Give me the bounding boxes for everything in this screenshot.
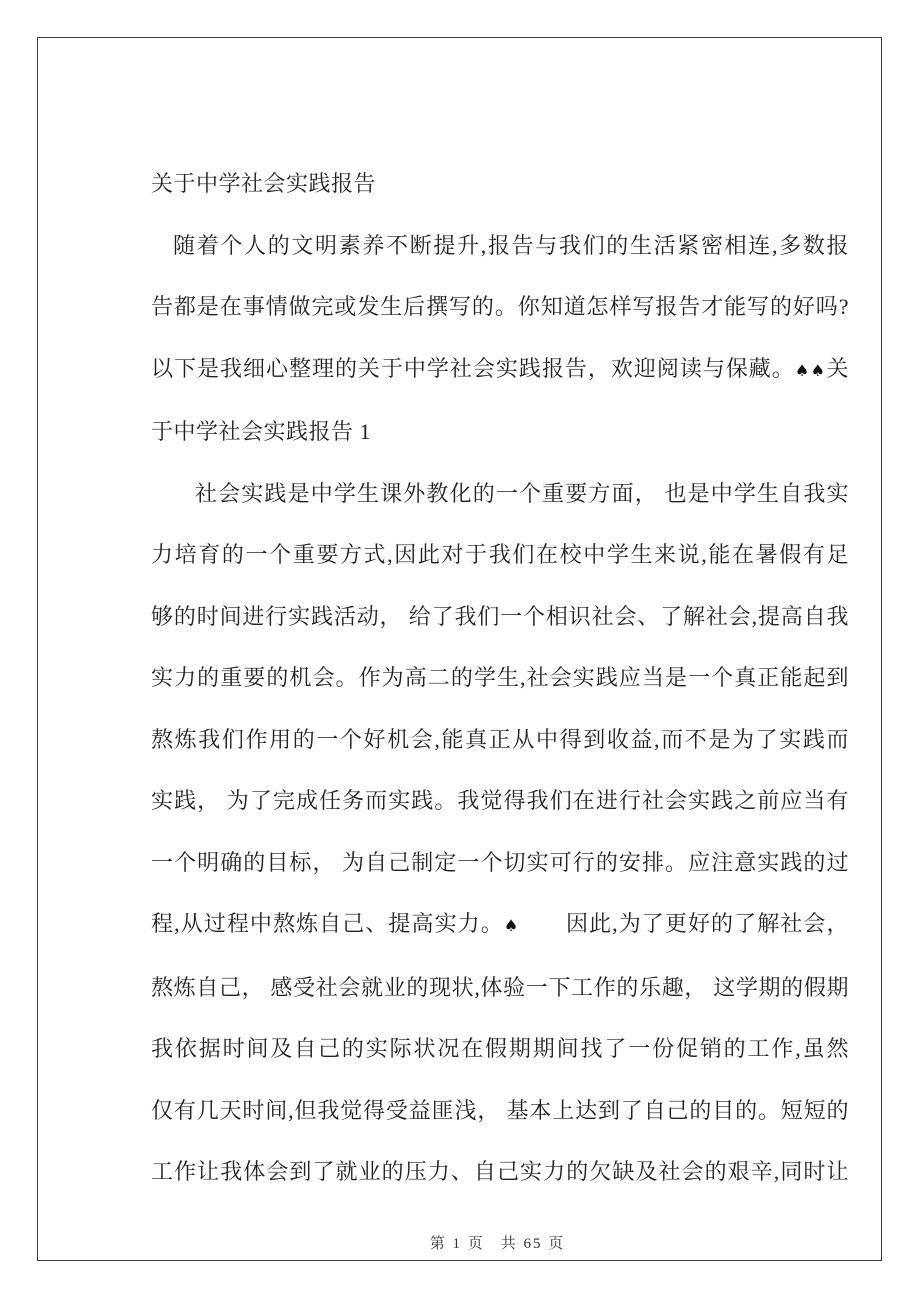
text-line: [151, 957, 849, 1019]
text-run: 关: [826, 355, 850, 381]
text-run: 随着个人的文明素养不断提升,报告与我们的生活紧密相连,多数报: [173, 232, 849, 258]
text-run: 力培育的一个重要方式,因此对于我们在校中学生来说,能在暑假有足: [151, 542, 849, 567]
text-line: [151, 586, 849, 648]
text-run: 因此,为了更好的了解社会，: [519, 911, 849, 936]
text-line: [151, 647, 849, 709]
text-line: [151, 524, 849, 586]
text-line: [151, 276, 849, 338]
text-line: [151, 215, 849, 277]
text-run: 实力的重要的机会。作为高二的学生,社会实践应当是一个真正能起到: [151, 665, 849, 690]
document-body: [151, 153, 849, 1203]
text-line: [151, 709, 849, 771]
spade-icon: ♠: [503, 916, 520, 935]
text-line: [151, 1080, 849, 1142]
text-line: [151, 463, 849, 525]
page-footer: [75, 1232, 920, 1253]
text-run: 实践， 为了完成任务而实践。我觉得我们在进行社会实践之前应当有: [151, 788, 849, 813]
text-run: 熬炼自己， 感受社会就业的现状,体验一下工作的乐趣， 这学期的假期: [151, 974, 849, 1000]
text-line: [151, 401, 849, 463]
text-run: 以下是我细心整理的关于中学社会实践报告，欢迎阅读与保藏。: [151, 355, 795, 381]
page-number-label: 第 1 页: [429, 1236, 485, 1252]
text-line: [151, 770, 849, 832]
text-run: 够的时间进行实践活动， 给了我们一个相识社会、了解社会,提高自我: [151, 603, 849, 629]
spade-icon: ♠♠: [794, 360, 827, 380]
text-line: [151, 1141, 849, 1203]
text-line: [151, 338, 849, 402]
text-run: 一个明确的目标， 为自己制定一个切实可行的安排。应注意实践的过: [151, 849, 849, 875]
text-line: [151, 1018, 849, 1080]
text-run: 工作让我体会到了就业的压力、自己实力的欠缺及社会的艰辛,同时让: [151, 1159, 849, 1184]
text-run: 仅有几天时间,但我觉得受益匪浅， 基本上达到了自己的目的。短短的: [151, 1097, 849, 1123]
text-run: 我依据时间及自己的实际状况在假期期间找了一份促销的工作,虽然: [151, 1036, 849, 1061]
total-pages-label: 共 65 页: [500, 1236, 566, 1252]
page-sheet: [37, 37, 882, 1261]
text-run: 告都是在事情做完或发生后撰写的。你知道怎样写报告才能写的好吗?: [151, 294, 849, 319]
text-run: 社会实践是中学生课外教化的一个重要方面， 也是中学生自我实: [195, 480, 849, 506]
text-line: [151, 832, 849, 894]
text-run: 熬炼我们作用的一个好机会,能真正从中得到收益,而不是为了实践而: [151, 726, 849, 752]
text-run: 于中学社会实践报告 1: [151, 419, 372, 444]
document-title: [151, 153, 849, 215]
text-run: 程,从过程中熬炼自己、提高实力。: [151, 911, 504, 936]
text-line: [151, 893, 849, 957]
text-run: 关于中学社会实践报告: [151, 171, 377, 196]
